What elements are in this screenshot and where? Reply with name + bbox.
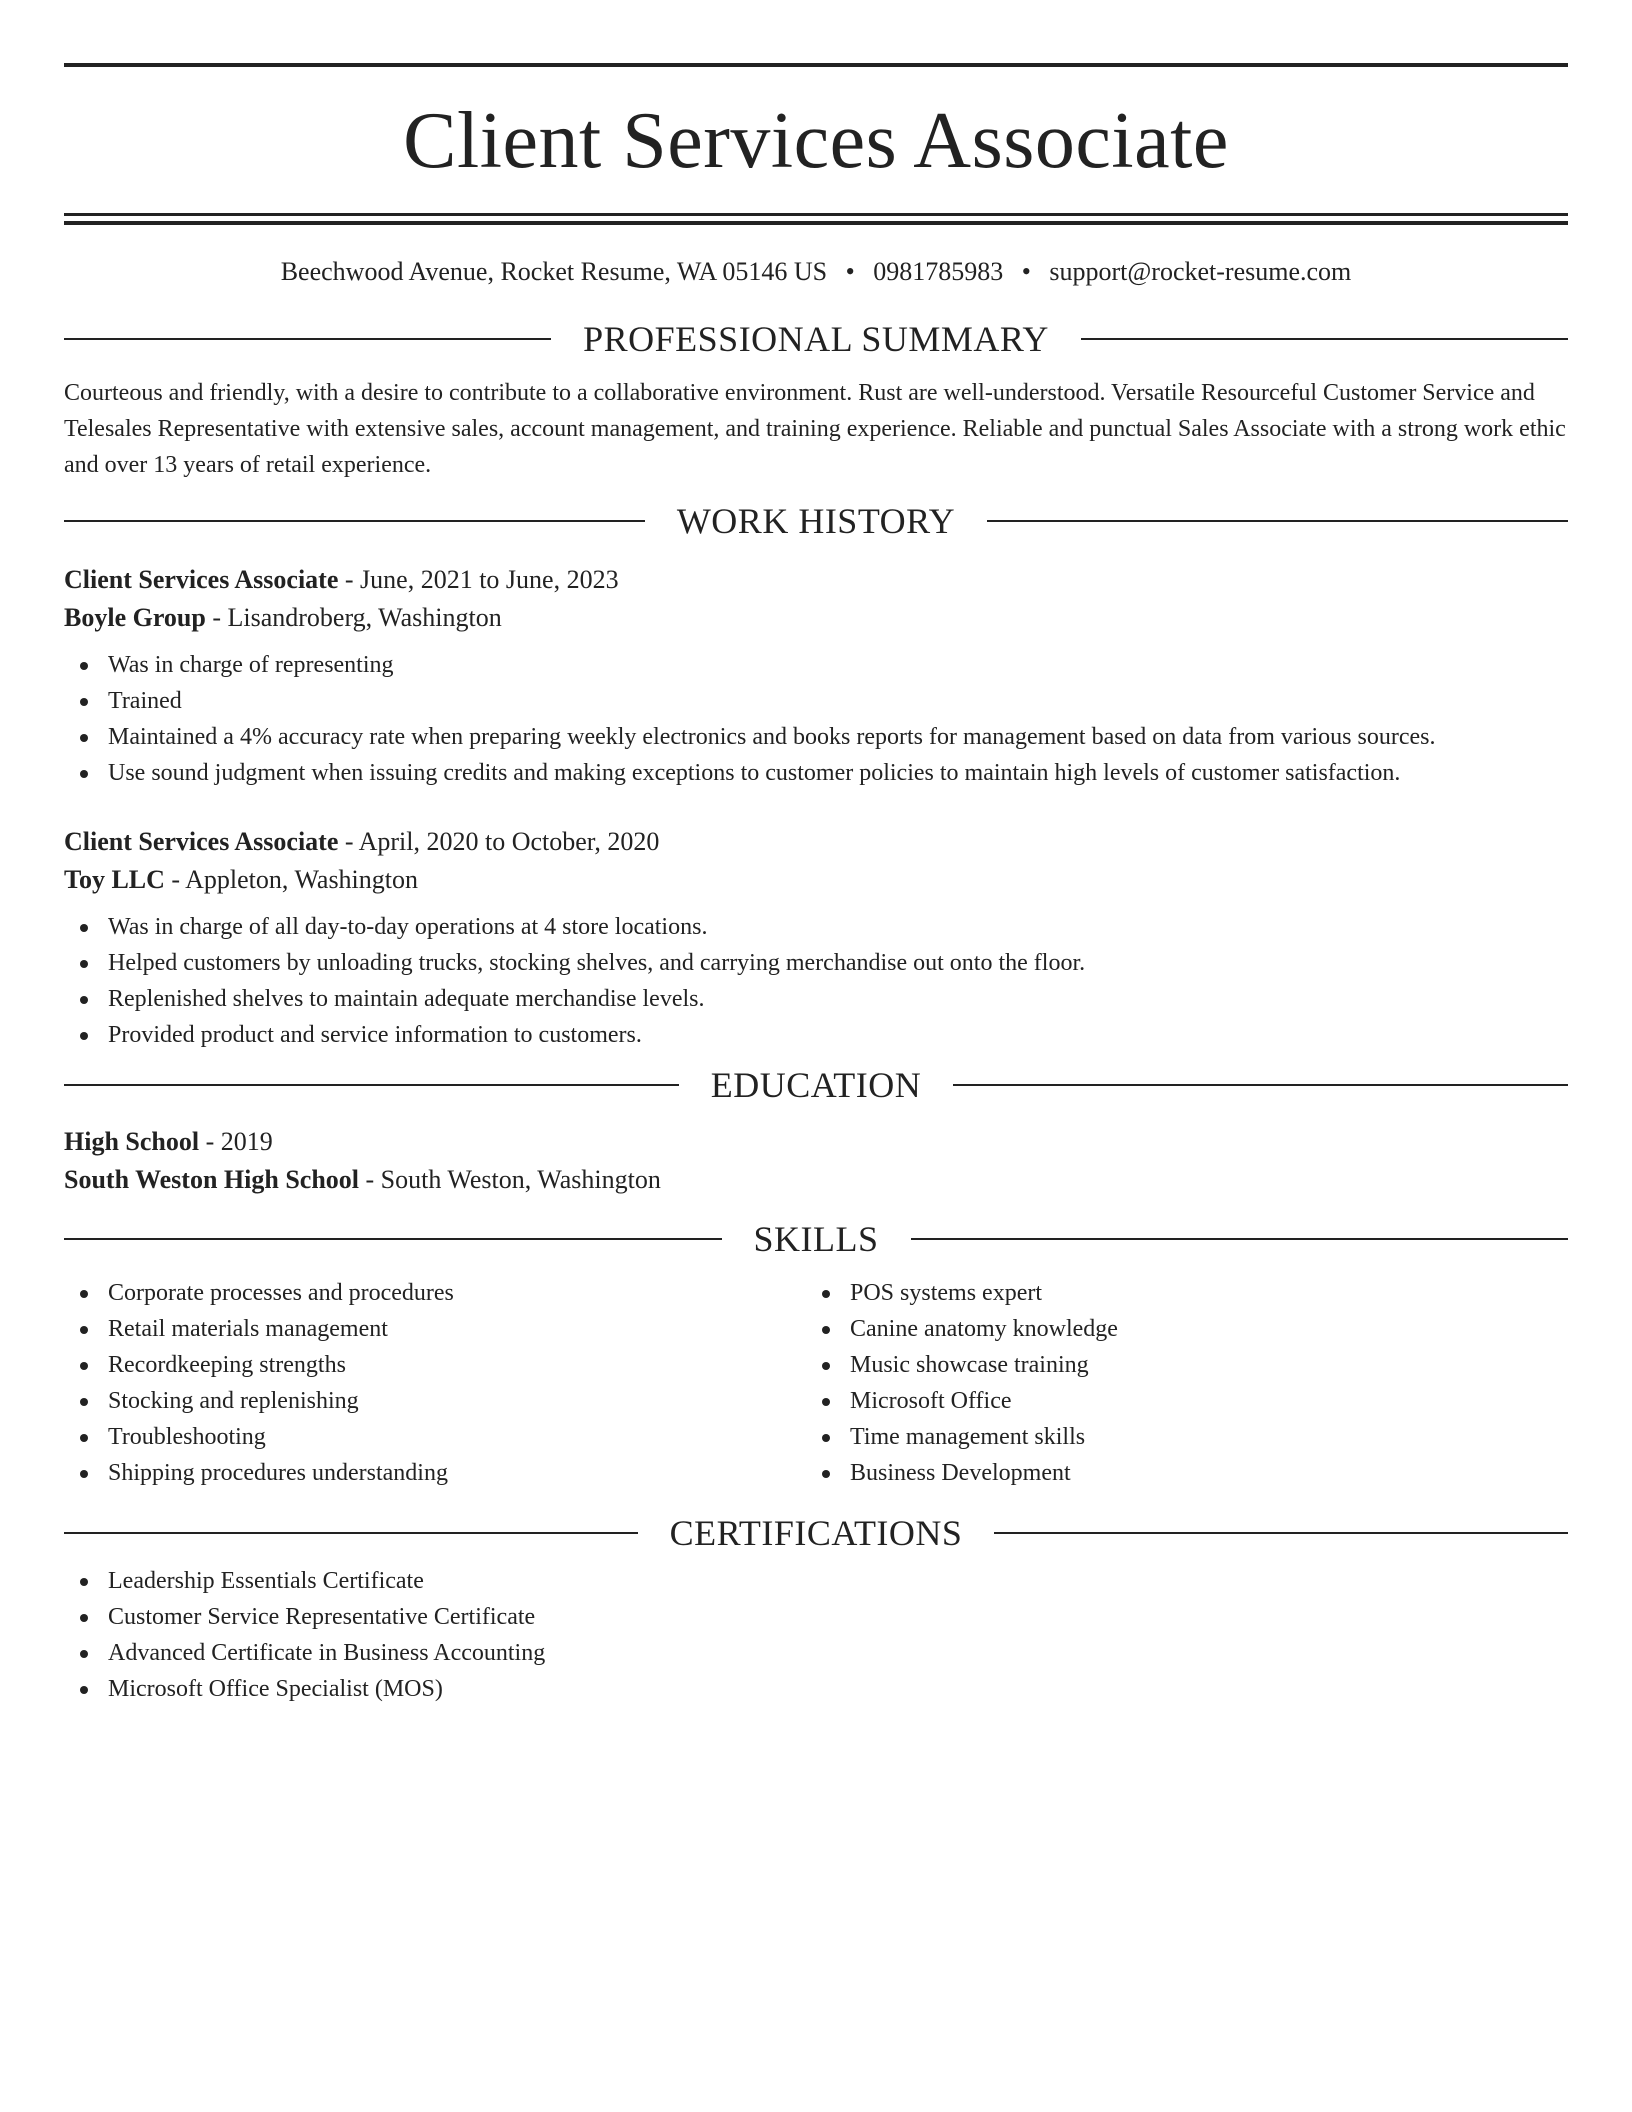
list-item-text: Customer Service Representative Certificate (108, 1604, 536, 1630)
bullet-icon (80, 1032, 88, 1040)
list-item (806, 1311, 1548, 1347)
skills-list (64, 1275, 806, 1491)
bullet-icon (80, 1326, 88, 1334)
list-item-text: Was in charge of all day-to-day operations at 4 store locations. (108, 914, 708, 940)
list-item (806, 1419, 1548, 1455)
list-item (64, 909, 1568, 945)
section-title: PROFESSIONAL SUMMARY (583, 319, 1049, 359)
list-item (806, 1455, 1548, 1491)
bullet-icon (822, 1362, 830, 1370)
section-header-education (64, 1065, 1568, 1105)
list-item-text: Troubleshooting (108, 1424, 266, 1450)
bullet-icon (822, 1434, 830, 1442)
summary-text: Courteous and friendly, with a desire to contribute to a collaborative environment. Rust are well-understood. Versatile Resourceful Customer Service and Telesales Representative with extensive sales, account management, and training experience. Reliable and punctual Sales Associate with a strong work ethic and over 13 years of retail experience. (64, 380, 1566, 478)
education-year: - 2019 (199, 1127, 273, 1156)
contact-address: Beechwood Avenue, Rocket Resume, WA 05146 US (280, 257, 828, 286)
list-item-text: Corporate processes and procedures (108, 1280, 454, 1306)
list-item-text: Trained (108, 688, 182, 714)
section-header-certifications (64, 1513, 1568, 1553)
job-dates: - June, 2021 to June, 2023 (338, 565, 619, 594)
job-title-line (64, 561, 1568, 599)
section-header-skills (64, 1219, 1568, 1259)
education-entry (64, 1123, 1568, 1199)
bullet-icon (80, 698, 88, 706)
job-entry (64, 561, 1568, 791)
bullet-icon (80, 1470, 88, 1478)
list-item-text: Canine anatomy knowledge (850, 1316, 1118, 1342)
divider-line (64, 1238, 722, 1240)
bullet-icon (80, 1614, 88, 1622)
list-item (64, 1599, 1568, 1635)
contact-separator: • (845, 257, 855, 286)
job-title-line (64, 823, 1568, 861)
list-item-text: Business Development (850, 1460, 1071, 1486)
job-bullets (64, 647, 1568, 791)
bullet-icon (80, 960, 88, 968)
list-item-text: Microsoft Office (850, 1388, 1012, 1414)
list-item (806, 1275, 1548, 1311)
list-item (806, 1347, 1548, 1383)
list-item (64, 1017, 1568, 1053)
divider-line (64, 520, 645, 522)
list-item-text: POS systems expert (850, 1280, 1042, 1306)
job-entry (64, 823, 1568, 1053)
list-item-text: Retail materials management (108, 1316, 388, 1342)
list-item (64, 1671, 1568, 1707)
list-item (64, 1347, 806, 1383)
job-location: - Appleton, Washington (164, 865, 419, 894)
bullet-icon (822, 1326, 830, 1334)
list-item (64, 647, 1568, 683)
bullet-icon (822, 1398, 830, 1406)
contact-separator: • (1021, 257, 1031, 286)
section-title: WORK HISTORY (676, 501, 956, 541)
education-location: - South Weston, Washington (359, 1165, 661, 1194)
contact-line (64, 257, 1568, 287)
job-company-line (64, 599, 1568, 637)
resume-title: Client Services Associate (403, 97, 1229, 185)
contact-phone: 0981785983 (873, 257, 1004, 286)
list-item-text: Was in charge of representing (108, 652, 394, 678)
skills-list (806, 1275, 1548, 1491)
bullet-icon (80, 1650, 88, 1658)
list-item-text: Time management skills (850, 1424, 1086, 1450)
job-title: Client Services Associate (64, 565, 339, 594)
divider-line (994, 1532, 1568, 1534)
divider-line (64, 338, 551, 340)
section-title: CERTIFICATIONS (669, 1513, 963, 1553)
education-degree-line (64, 1123, 1568, 1161)
divider-line (1081, 338, 1568, 340)
list-item (64, 1383, 806, 1419)
contact-email: support@rocket-resume.com (1049, 257, 1352, 286)
skills-grid (64, 1275, 1568, 1491)
list-item (64, 981, 1568, 1017)
list-item-text: Maintained a 4% accuracy rate when preparing weekly electronics and books reports for management based on data from various sources. (108, 724, 1436, 750)
education-school-line (64, 1161, 1568, 1199)
list-item-text: Recordkeeping strengths (108, 1352, 346, 1378)
list-item-text: Shipping procedures understanding (108, 1460, 448, 1486)
bullet-icon (80, 1290, 88, 1298)
list-item-text: Stocking and replenishing (108, 1388, 359, 1414)
bullet-icon (80, 662, 88, 670)
list-item (64, 1455, 806, 1491)
list-item (64, 1419, 806, 1455)
list-item (64, 1635, 1568, 1671)
bullet-icon (80, 924, 88, 932)
job-dates: - April, 2020 to October, 2020 (338, 827, 660, 856)
top-rule (64, 63, 1568, 67)
list-item-text: Provided product and service information to customers. (108, 1022, 642, 1048)
divider-line (911, 1238, 1569, 1240)
list-item (806, 1383, 1548, 1419)
list-item (64, 1563, 1568, 1599)
list-item (64, 1311, 806, 1347)
bullet-icon (80, 734, 88, 742)
list-item-text: Replenished shelves to maintain adequate merchandise levels. (108, 986, 705, 1012)
bullet-icon (822, 1290, 830, 1298)
double-rule (64, 213, 1568, 225)
section-header-summary (64, 319, 1568, 359)
education-degree: High School (64, 1127, 200, 1156)
bullet-icon (80, 996, 88, 1004)
list-item-text: Leadership Essentials Certificate (108, 1568, 424, 1594)
section-title: SKILLS (753, 1219, 879, 1259)
skills-column-left (64, 1275, 806, 1491)
resume-page (64, 0, 1568, 1707)
bullet-icon (80, 1686, 88, 1694)
certifications-list (64, 1563, 1568, 1707)
divider-line (64, 1084, 679, 1086)
bullet-icon (80, 770, 88, 778)
section-title: EDUCATION (710, 1065, 922, 1105)
job-bullets (64, 909, 1568, 1053)
bullet-icon (80, 1398, 88, 1406)
job-location: - Lisandroberg, Washington (205, 603, 502, 632)
job-company: Boyle Group (64, 603, 206, 632)
list-item-text: Microsoft Office Specialist (MOS) (108, 1676, 443, 1702)
divider-line (64, 1532, 638, 1534)
list-item-text: Helped customers by unloading trucks, stocking shelves, and carrying merchandise out onto the floor. (108, 950, 1086, 976)
list-item-text: Advanced Certificate in Business Accounting (108, 1640, 546, 1666)
list-item-text: Music showcase training (850, 1352, 1089, 1378)
job-company: Toy LLC (64, 865, 165, 894)
list-item (64, 945, 1568, 981)
list-item (64, 683, 1568, 719)
job-company-line (64, 861, 1568, 899)
skills-column-right (806, 1275, 1548, 1491)
list-item (64, 1275, 806, 1311)
divider-line (953, 1084, 1568, 1086)
education-school: South Weston High School (64, 1165, 360, 1194)
job-title: Client Services Associate (64, 827, 339, 856)
list-item (64, 755, 1568, 791)
bullet-icon (80, 1362, 88, 1370)
bullet-icon (822, 1470, 830, 1478)
section-header-work-history (64, 501, 1568, 541)
list-item-text: Use sound judgment when issuing credits and making exceptions to customer policies to maintain high levels of customer satisfaction. (108, 760, 1401, 786)
bullet-icon (80, 1434, 88, 1442)
divider-line (987, 520, 1568, 522)
bullet-icon (80, 1578, 88, 1586)
list-item (64, 719, 1568, 755)
